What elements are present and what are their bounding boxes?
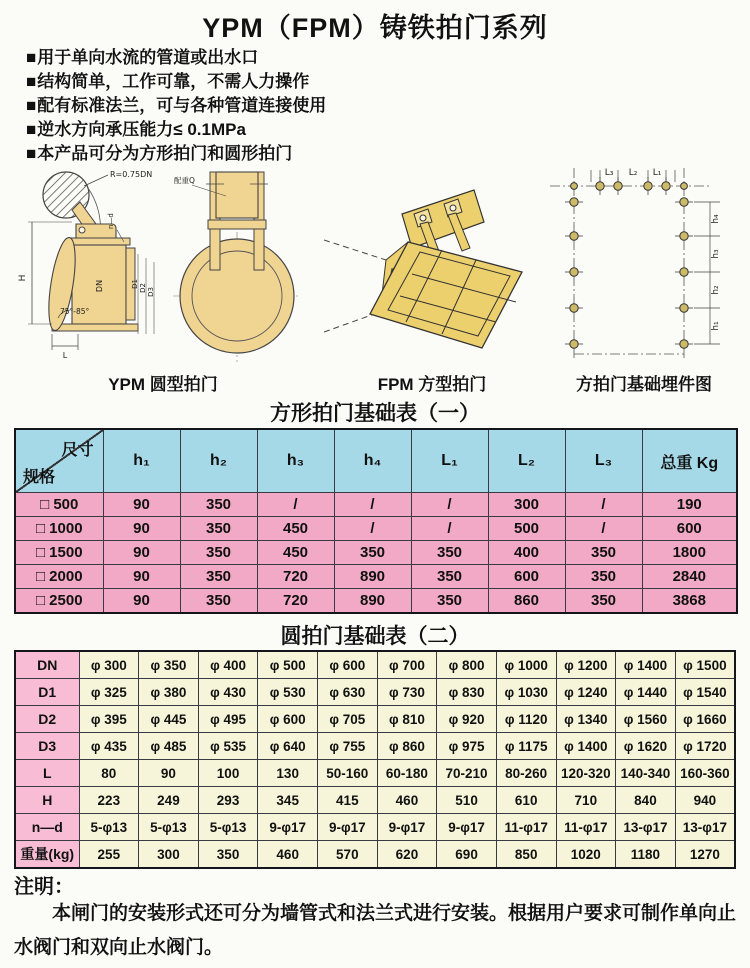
table-cell: 100	[198, 760, 258, 787]
table-cell: φ 920	[437, 706, 497, 733]
table-cell: 350	[180, 517, 257, 541]
figure-caption: 方拍门基础埋件图	[576, 375, 712, 394]
table-cell: 9-φ17	[377, 814, 437, 841]
square-bullet-icon: ■	[26, 144, 37, 163]
table-cell: φ 700	[377, 651, 437, 679]
table-cell: φ 530	[258, 679, 318, 706]
figure-foundation-diagram	[542, 162, 746, 398]
square-bullet-icon: ■	[26, 48, 37, 67]
table-cell: 510	[437, 787, 497, 814]
table-cell: 350	[180, 565, 257, 589]
table-cell: /	[334, 493, 411, 517]
table-cell: φ 400	[198, 651, 258, 679]
table-cell: φ 1120	[496, 706, 556, 733]
table-cell: 1020	[556, 841, 616, 869]
table-cell: φ 1560	[616, 706, 676, 733]
table-cell: /	[411, 493, 488, 517]
table-cell: φ 1540	[675, 679, 735, 706]
table-cell: 90	[103, 517, 180, 541]
h4-dim-label: h₄	[711, 214, 721, 224]
table-cell: 400	[488, 541, 565, 565]
table-cell: φ 485	[139, 733, 199, 760]
feature-list	[26, 46, 326, 166]
table2-row	[15, 706, 735, 733]
table-cell: φ 830	[437, 679, 497, 706]
table2-row	[15, 679, 735, 706]
table-cell: φ 325	[79, 679, 139, 706]
table-cell: 415	[318, 787, 378, 814]
table-cell: 450	[257, 541, 334, 565]
table-cell: φ 1200	[556, 651, 616, 679]
table-cell: 3868	[642, 589, 737, 614]
table-cell: φ 1340	[556, 706, 616, 733]
table2-row	[15, 760, 735, 787]
table-cell: φ 800	[437, 651, 497, 679]
figure-caption: YPM 圆型拍门	[108, 375, 218, 394]
table-cell: /	[411, 517, 488, 541]
table-cell: φ 810	[377, 706, 437, 733]
table-cell: 620	[377, 841, 437, 869]
page-title: YPM（FPM）铸铁拍门系列	[202, 13, 548, 43]
table-cell: φ 1440	[616, 679, 676, 706]
column-header: 总重 Kg	[642, 429, 737, 493]
table-cell: φ 860	[377, 733, 437, 760]
table1-corner-cell	[15, 429, 103, 493]
table-cell: 610	[496, 787, 556, 814]
table-cell: 140-340	[616, 760, 676, 787]
table-cell: 9-φ17	[318, 814, 378, 841]
table-cell: 350	[565, 589, 642, 614]
table1-row	[15, 565, 737, 589]
table-cell: 720	[257, 589, 334, 614]
table-cell: /	[565, 517, 642, 541]
table-cell: 450	[257, 517, 334, 541]
column-header: L₂	[488, 429, 565, 493]
weight-label: 配重Q	[174, 176, 195, 185]
table2-row-label: DN	[15, 651, 79, 679]
table-cell: 710	[556, 787, 616, 814]
table-cell: 720	[257, 565, 334, 589]
table1-row	[15, 517, 737, 541]
table2-row-label: D3	[15, 733, 79, 760]
feature-item	[26, 70, 326, 94]
square-valve-drawing	[324, 162, 540, 358]
table-cell: 300	[139, 841, 199, 869]
feature-text: 结构简单，工作可靠，不需人力操作	[37, 72, 310, 91]
table-cell: 460	[377, 787, 437, 814]
table-cell: 850	[496, 841, 556, 869]
column-header: L₁	[411, 429, 488, 493]
column-header: h₄	[334, 429, 411, 493]
table-cell: 11-φ17	[496, 814, 556, 841]
table2-row-label: D2	[15, 706, 79, 733]
square-valve-foundation-table	[14, 428, 738, 614]
table-cell: φ 495	[198, 706, 258, 733]
anchor-bolts	[565, 177, 693, 348]
table-cell: 80-260	[496, 760, 556, 787]
table-cell: 350	[334, 541, 411, 565]
table-cell: 5-φ13	[79, 814, 139, 841]
bolt-dim-label: n—d	[107, 213, 115, 229]
table-cell: φ 350	[139, 651, 199, 679]
table1-title: 方形拍门基础表（一）	[270, 402, 480, 425]
h2-dim-label: h₂	[711, 285, 721, 295]
table2-row-label: n—d	[15, 814, 79, 841]
foundation-drawing	[542, 162, 746, 367]
l1-dim-label: L₁	[652, 168, 662, 178]
feature-item	[26, 46, 326, 70]
dn-dim-label: DN	[95, 279, 104, 293]
table-cell: φ 1400	[616, 651, 676, 679]
table-cell: 350	[180, 541, 257, 565]
d1-dim-label: D1	[131, 279, 139, 289]
table-cell: 90	[103, 541, 180, 565]
table-cell: φ 630	[318, 679, 378, 706]
corner-size-label: 尺寸	[61, 442, 94, 459]
table2-title: 圆拍门基础表（二）	[280, 625, 470, 648]
table1-row-label: □ 2500	[15, 589, 103, 614]
table-cell: 293	[198, 787, 258, 814]
feature-text: 逆水方向承压能力≤ 0.1MPa	[37, 120, 246, 139]
table1-row	[15, 589, 737, 614]
table-cell: 120-320	[556, 760, 616, 787]
round-valve-drawing	[16, 162, 310, 367]
height-dim-label: H	[18, 274, 28, 282]
figure-fpm-square-valve	[324, 162, 540, 398]
square-bullet-icon: ■	[26, 72, 37, 91]
table1-header-row	[15, 429, 737, 493]
table1-row-label: □ 1000	[15, 517, 103, 541]
table-cell: φ 435	[79, 733, 139, 760]
table-cell: 860	[488, 589, 565, 614]
table-cell: 70-210	[437, 760, 497, 787]
table-cell: 2840	[642, 565, 737, 589]
table-cell: φ 380	[139, 679, 199, 706]
table-cell: 350	[180, 589, 257, 614]
table-cell: 249	[139, 787, 199, 814]
table-cell: 13-φ17	[616, 814, 676, 841]
table-cell: 160-360	[675, 760, 735, 787]
table-cell: 1180	[616, 841, 676, 869]
table-cell: φ 975	[437, 733, 497, 760]
table2-row	[15, 651, 735, 679]
table-cell: φ 730	[377, 679, 437, 706]
table-cell: /	[565, 493, 642, 517]
table2-row-label: L	[15, 760, 79, 787]
table-cell: 300	[488, 493, 565, 517]
table-cell: 350	[180, 493, 257, 517]
feature-text: 本产品可分为方形拍门和圆形拍门	[37, 144, 293, 163]
table-cell: 13-φ17	[675, 814, 735, 841]
table-cell: φ 600	[318, 651, 378, 679]
table-cell: 350	[565, 565, 642, 589]
feature-item	[26, 94, 326, 118]
table-cell: 190	[642, 493, 737, 517]
table-cell: 90	[103, 565, 180, 589]
table1-row	[15, 493, 737, 517]
table1-row-label: □ 500	[15, 493, 103, 517]
column-header: h₁	[103, 429, 180, 493]
table-cell: φ 755	[318, 733, 378, 760]
table-cell: 5-φ13	[198, 814, 258, 841]
radius-label: R=0.75DN	[110, 170, 153, 179]
table-cell: 940	[675, 787, 735, 814]
table-cell: 9-φ17	[258, 814, 318, 841]
d2-dim-label: D2	[139, 283, 147, 293]
table-cell: 600	[488, 565, 565, 589]
table-cell: 255	[79, 841, 139, 869]
technical-drawings-row	[0, 162, 750, 398]
table-cell: 890	[334, 589, 411, 614]
angle-label: 75°-85°	[60, 307, 90, 316]
l-dim-label: L	[62, 351, 68, 360]
l3-dim-label: L₃	[604, 168, 614, 178]
round-valve-foundation-table	[14, 650, 736, 869]
table-cell: φ 445	[139, 706, 199, 733]
figure-caption: FPM 方型拍门	[377, 375, 487, 394]
table-cell: φ 1400	[556, 733, 616, 760]
table-cell: 350	[411, 565, 488, 589]
table-cell: 90	[103, 589, 180, 614]
column-header: h₂	[180, 429, 257, 493]
table-cell: φ 1500	[675, 651, 735, 679]
feature-item	[26, 118, 326, 142]
table-cell: 500	[488, 517, 565, 541]
table-cell: 345	[258, 787, 318, 814]
table1-row-label: □ 2000	[15, 565, 103, 589]
table-cell: φ 430	[198, 679, 258, 706]
table-cell: φ 640	[258, 733, 318, 760]
notes-paragraph: 本闸门的安装形式还可分为墙管式和法兰式进行安装。根据用户要求可制作单向止水阀门和双向止水阀门。	[14, 903, 737, 958]
table2-row	[15, 814, 735, 841]
table2-row-label: D1	[15, 679, 79, 706]
table-cell: φ 300	[79, 651, 139, 679]
table-cell: 1270	[675, 841, 735, 869]
valve-disc-front	[180, 239, 294, 353]
table1-row	[15, 541, 737, 565]
table-cell: 570	[318, 841, 378, 869]
table-cell: 840	[616, 787, 676, 814]
table-cell: 90	[103, 493, 180, 517]
table-cell: φ 1660	[675, 706, 735, 733]
table-cell: φ 1720	[675, 733, 735, 760]
table-cell: /	[257, 493, 334, 517]
table-cell: φ 1030	[496, 679, 556, 706]
table-cell: φ 600	[258, 706, 318, 733]
table-cell: 350	[198, 841, 258, 869]
h1-dim-label: h₁	[711, 321, 721, 331]
table-cell: φ 1175	[496, 733, 556, 760]
table-cell: φ 1240	[556, 679, 616, 706]
table-cell: 350	[411, 541, 488, 565]
table-cell: 1800	[642, 541, 737, 565]
table1-row-label: □ 1500	[15, 541, 103, 565]
figure-ypm-round-valve	[16, 162, 310, 398]
table-cell: 690	[437, 841, 497, 869]
table-cell: 350	[565, 541, 642, 565]
square-bullet-icon: ■	[26, 120, 37, 139]
table-cell: 9-φ17	[437, 814, 497, 841]
l2-dim-label: L₂	[628, 168, 638, 178]
square-bullet-icon: ■	[26, 96, 37, 115]
table-cell: 11-φ17	[556, 814, 616, 841]
feature-text: 配有标准法兰，可与各种管道连接使用	[37, 96, 327, 115]
table-cell: 50-160	[318, 760, 378, 787]
table-cell: φ 1620	[616, 733, 676, 760]
notes-heading: 注明：	[14, 876, 74, 898]
table-cell: φ 500	[258, 651, 318, 679]
table-cell: φ 535	[198, 733, 258, 760]
d3-dim-label: D3	[147, 287, 155, 297]
table-cell: φ 1000	[496, 651, 556, 679]
table2-row	[15, 841, 735, 869]
table-cell: 350	[411, 589, 488, 614]
table-cell: 460	[258, 841, 318, 869]
h3-dim-label: h₃	[711, 249, 721, 259]
column-header: h₃	[257, 429, 334, 493]
table2-row	[15, 733, 735, 760]
table-cell: 90	[139, 760, 199, 787]
table-cell: 600	[642, 517, 737, 541]
feature-text: 用于单向水流的管道或出水口	[37, 48, 259, 67]
table-cell: 890	[334, 565, 411, 589]
table-cell: 60-180	[377, 760, 437, 787]
table-cell: 80	[79, 760, 139, 787]
table-cell: φ 705	[318, 706, 378, 733]
table-cell: /	[334, 517, 411, 541]
table-cell: 223	[79, 787, 139, 814]
table2-row	[15, 787, 735, 814]
column-header: L₃	[565, 429, 642, 493]
table-cell: φ 395	[79, 706, 139, 733]
corner-spec-label: 规格	[23, 469, 56, 486]
table-cell: 130	[258, 760, 318, 787]
mounting-plate-shape	[402, 190, 484, 248]
table-cell: 5-φ13	[139, 814, 199, 841]
table2-row-label: H	[15, 787, 79, 814]
table2-row-label: 重量(kg)	[15, 841, 79, 869]
